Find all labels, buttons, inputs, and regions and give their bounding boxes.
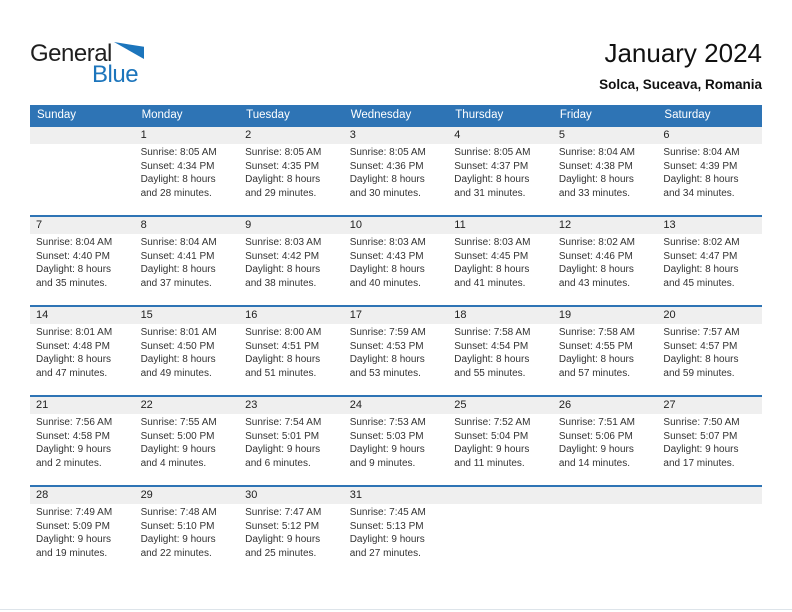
sunset-text: Sunset: 4:46 PM bbox=[558, 250, 633, 262]
day-number: 1 bbox=[140, 129, 147, 141]
day-details bbox=[553, 414, 658, 470]
day-cell-28 bbox=[30, 487, 135, 575]
day-number: 20 bbox=[663, 309, 676, 321]
daylight-minutes-text: and 41 minutes. bbox=[454, 277, 526, 289]
day-number-strip bbox=[239, 127, 344, 144]
empty-day-cell bbox=[553, 487, 658, 575]
daylight-hours-text: Daylight: 9 hours bbox=[349, 444, 425, 455]
sunset-text: Sunset: 4:36 PM bbox=[349, 160, 424, 172]
weekday-header-tuesday: Tuesday bbox=[246, 109, 290, 121]
sunset-text: Sunset: 5:01 PM bbox=[245, 430, 320, 442]
daylight-minutes-text: and 45 minutes. bbox=[663, 277, 735, 289]
day-number-strip bbox=[553, 307, 658, 324]
daylight-hours-text: Daylight: 9 hours bbox=[140, 534, 216, 545]
day-number-strip bbox=[239, 487, 344, 504]
day-details bbox=[30, 324, 135, 380]
sunset-text: Sunset: 4:48 PM bbox=[36, 340, 110, 352]
sunset-text: Sunset: 4:40 PM bbox=[36, 250, 110, 262]
day-details bbox=[657, 234, 762, 290]
daylight-minutes-text: and 6 minutes. bbox=[245, 457, 311, 469]
day-number: 22 bbox=[140, 399, 153, 411]
day-number: 5 bbox=[558, 129, 565, 141]
sunrise-text: Sunrise: 8:03 AM bbox=[349, 237, 426, 248]
day-number: 18 bbox=[454, 309, 467, 321]
day-number: 4 bbox=[454, 129, 461, 141]
day-number-strip bbox=[239, 397, 344, 414]
page-bottom-border bbox=[0, 609, 792, 610]
empty-day-cell bbox=[657, 487, 762, 575]
day-number: 23 bbox=[245, 399, 258, 411]
sunrise-text: Sunrise: 7:59 AM bbox=[349, 327, 426, 338]
daylight-minutes-text: and 34 minutes. bbox=[663, 187, 735, 199]
sunrise-text: Sunrise: 7:57 AM bbox=[663, 327, 740, 338]
day-details bbox=[135, 504, 240, 560]
day-details bbox=[30, 414, 135, 470]
day-cell-21 bbox=[30, 397, 135, 485]
daylight-hours-text: Daylight: 8 hours bbox=[663, 354, 739, 365]
day-number-strip bbox=[135, 487, 240, 504]
sunrise-text: Sunrise: 8:02 AM bbox=[558, 237, 635, 248]
day-details bbox=[344, 414, 449, 470]
day-cell-27 bbox=[657, 397, 762, 485]
daylight-hours-text: Daylight: 9 hours bbox=[663, 444, 739, 455]
day-number: 21 bbox=[36, 399, 49, 411]
day-number: 28 bbox=[36, 489, 49, 501]
day-number-strip bbox=[657, 307, 762, 324]
day-number-strip bbox=[135, 397, 240, 414]
day-cell-17 bbox=[344, 307, 449, 395]
day-cell-11 bbox=[448, 217, 553, 305]
day-number: 26 bbox=[558, 399, 572, 411]
daylight-hours-text: Daylight: 8 hours bbox=[663, 264, 739, 275]
general-blue-logo bbox=[30, 36, 170, 91]
sunset-text: Sunset: 4:54 PM bbox=[454, 340, 529, 352]
day-number-strip bbox=[239, 307, 344, 324]
day-details bbox=[553, 234, 658, 290]
day-number: 10 bbox=[349, 219, 362, 231]
day-number-strip bbox=[553, 217, 658, 234]
daylight-hours-text: Daylight: 9 hours bbox=[140, 444, 216, 455]
empty-day-cell bbox=[448, 487, 553, 575]
day-details bbox=[135, 234, 240, 290]
day-cell-30 bbox=[239, 487, 344, 575]
day-number-strip bbox=[344, 487, 449, 504]
day-number: 9 bbox=[245, 219, 252, 231]
daylight-minutes-text: and 2 minutes. bbox=[36, 457, 102, 469]
weekday-header-wednesday: Wednesday bbox=[350, 109, 412, 121]
day-number-strip bbox=[657, 487, 762, 504]
week-row-4 bbox=[30, 395, 762, 485]
daylight-hours-text: Daylight: 9 hours bbox=[349, 534, 425, 545]
logo-text-general: General bbox=[30, 40, 112, 67]
day-number: 29 bbox=[140, 489, 153, 501]
daylight-minutes-text: and 25 minutes. bbox=[245, 547, 317, 559]
day-cell-31 bbox=[344, 487, 449, 575]
day-number: 16 bbox=[245, 309, 258, 321]
day-details bbox=[657, 324, 762, 380]
sunrise-text: Sunrise: 7:53 AM bbox=[349, 417, 426, 428]
day-details bbox=[448, 324, 553, 380]
daylight-hours-text: Daylight: 8 hours bbox=[140, 174, 216, 185]
daylight-minutes-text: and 9 minutes. bbox=[349, 457, 416, 469]
daylight-hours-text: Daylight: 8 hours bbox=[245, 354, 321, 365]
day-number-strip bbox=[344, 217, 449, 234]
sunset-text: Sunset: 4:42 PM bbox=[245, 250, 320, 262]
day-cell-29 bbox=[135, 487, 240, 575]
day-number: 8 bbox=[140, 219, 147, 231]
sunrise-text: Sunrise: 8:00 AM bbox=[245, 327, 322, 338]
sunset-text: Sunset: 4:50 PM bbox=[140, 340, 215, 352]
daylight-minutes-text: and 38 minutes. bbox=[245, 277, 317, 289]
daylight-hours-text: Daylight: 8 hours bbox=[140, 354, 216, 365]
sunset-text: Sunset: 5:07 PM bbox=[663, 430, 738, 442]
calendar-grid bbox=[30, 125, 762, 575]
day-details bbox=[239, 504, 344, 560]
week-row-5 bbox=[30, 485, 762, 575]
sunrise-text: Sunrise: 7:52 AM bbox=[454, 417, 531, 428]
daylight-hours-text: Daylight: 8 hours bbox=[558, 174, 634, 185]
daylight-minutes-text: and 11 minutes. bbox=[454, 457, 525, 469]
daylight-hours-text: Daylight: 9 hours bbox=[36, 444, 112, 455]
sunset-text: Sunset: 4:35 PM bbox=[245, 160, 320, 172]
day-details bbox=[239, 144, 344, 200]
day-details bbox=[239, 234, 344, 290]
daylight-minutes-text: and 33 minutes. bbox=[558, 187, 631, 199]
sunset-text: Sunset: 4:55 PM bbox=[558, 340, 633, 352]
daylight-minutes-text: and 17 minutes. bbox=[663, 457, 735, 469]
day-number-strip bbox=[30, 307, 135, 324]
sunset-text: Sunset: 5:12 PM bbox=[245, 520, 320, 532]
weekday-header-friday: Friday bbox=[559, 109, 592, 121]
sunrise-text: Sunrise: 7:48 AM bbox=[140, 507, 217, 518]
day-cell-3 bbox=[344, 127, 449, 215]
daylight-minutes-text: and 29 minutes. bbox=[245, 187, 317, 199]
sunset-text: Sunset: 5:10 PM bbox=[140, 520, 215, 532]
day-details bbox=[657, 414, 762, 470]
day-cell-15 bbox=[135, 307, 240, 395]
day-number-strip bbox=[553, 397, 658, 414]
day-number-strip bbox=[344, 127, 449, 144]
week-row-1 bbox=[30, 125, 762, 215]
day-number: 25 bbox=[454, 399, 467, 411]
daylight-minutes-text: and 30 minutes. bbox=[349, 187, 421, 199]
day-number-strip bbox=[553, 487, 658, 504]
daylight-hours-text: Daylight: 8 hours bbox=[349, 354, 425, 365]
sunrise-text: Sunrise: 8:05 AM bbox=[349, 147, 426, 158]
sunrise-text: Sunrise: 7:47 AM bbox=[245, 507, 322, 518]
daylight-minutes-text: and 57 minutes. bbox=[558, 367, 631, 379]
week-row-3 bbox=[30, 305, 762, 395]
day-number-strip bbox=[344, 397, 449, 414]
day-number: 17 bbox=[349, 309, 362, 321]
day-details bbox=[344, 234, 449, 290]
sunrise-text: Sunrise: 7:51 AM bbox=[558, 417, 635, 428]
weekday-header-row bbox=[30, 105, 762, 125]
sunrise-text: Sunrise: 8:03 AM bbox=[245, 237, 322, 248]
sunrise-text: Sunrise: 7:58 AM bbox=[454, 327, 531, 338]
day-number-strip bbox=[448, 217, 553, 234]
day-details bbox=[657, 144, 762, 200]
day-cell-23 bbox=[239, 397, 344, 485]
sunset-text: Sunset: 4:53 PM bbox=[349, 340, 424, 352]
day-cell-26 bbox=[553, 397, 658, 485]
day-number: 2 bbox=[245, 129, 252, 141]
day-number: 3 bbox=[349, 129, 356, 141]
logo-triangle-icon bbox=[114, 42, 144, 59]
sunrise-text: Sunrise: 8:04 AM bbox=[140, 237, 217, 248]
day-number: 31 bbox=[349, 489, 362, 501]
weekday-header-thursday: Thursday bbox=[455, 109, 504, 121]
day-cell-24 bbox=[344, 397, 449, 485]
sunset-text: Sunset: 4:37 PM bbox=[454, 160, 529, 172]
daylight-hours-text: Daylight: 8 hours bbox=[349, 264, 425, 275]
day-cell-18 bbox=[448, 307, 553, 395]
day-number-strip bbox=[657, 397, 762, 414]
day-details bbox=[553, 324, 658, 380]
day-number: 6 bbox=[663, 129, 670, 141]
daylight-minutes-text: and 53 minutes. bbox=[349, 367, 421, 379]
day-cell-20 bbox=[657, 307, 762, 395]
day-cell-19 bbox=[553, 307, 658, 395]
daylight-minutes-text: and 49 minutes. bbox=[140, 367, 212, 379]
daylight-hours-text: Daylight: 9 hours bbox=[245, 534, 321, 545]
empty-day-cell bbox=[30, 127, 135, 215]
sunset-text: Sunset: 4:47 PM bbox=[663, 250, 738, 262]
daylight-hours-text: Daylight: 9 hours bbox=[36, 534, 112, 545]
weekday-header-sunday: Sunday bbox=[37, 109, 77, 121]
day-cell-14 bbox=[30, 307, 135, 395]
daylight-hours-text: Daylight: 8 hours bbox=[140, 264, 216, 275]
calendar-title: January 2024 bbox=[604, 38, 762, 68]
day-number-strip bbox=[657, 217, 762, 234]
day-number: 24 bbox=[349, 399, 362, 411]
sunrise-text: Sunrise: 7:45 AM bbox=[349, 507, 426, 518]
day-number: 19 bbox=[558, 309, 572, 321]
sunset-text: Sunset: 5:09 PM bbox=[36, 520, 110, 532]
sunset-text: Sunset: 4:39 PM bbox=[663, 160, 738, 172]
day-number-strip bbox=[448, 487, 553, 504]
sunrise-text: Sunrise: 8:03 AM bbox=[454, 237, 531, 248]
sunset-text: Sunset: 5:04 PM bbox=[454, 430, 529, 442]
sunset-text: Sunset: 5:00 PM bbox=[140, 430, 215, 442]
daylight-hours-text: Daylight: 9 hours bbox=[245, 444, 321, 455]
sunrise-text: Sunrise: 7:56 AM bbox=[36, 417, 113, 428]
day-cell-7 bbox=[30, 217, 135, 305]
daylight-hours-text: Daylight: 8 hours bbox=[454, 174, 530, 185]
day-number-strip bbox=[448, 307, 553, 324]
sunset-text: Sunset: 4:58 PM bbox=[36, 430, 110, 442]
daylight-hours-text: Daylight: 8 hours bbox=[663, 174, 739, 185]
day-number: 30 bbox=[245, 489, 258, 501]
daylight-minutes-text: and 37 minutes. bbox=[140, 277, 212, 289]
day-details bbox=[30, 234, 135, 290]
sunset-text: Sunset: 4:45 PM bbox=[454, 250, 529, 262]
sunset-text: Sunset: 5:03 PM bbox=[349, 430, 424, 442]
sunset-text: Sunset: 4:38 PM bbox=[558, 160, 633, 172]
day-cell-25 bbox=[448, 397, 553, 485]
day-cell-22 bbox=[135, 397, 240, 485]
daylight-minutes-text: and 28 minutes. bbox=[140, 187, 212, 199]
weekday-header-monday: Monday bbox=[141, 109, 183, 121]
daylight-minutes-text: and 43 minutes. bbox=[558, 277, 631, 289]
weekday-header-saturday: Saturday bbox=[664, 109, 711, 121]
day-number-strip bbox=[30, 127, 135, 144]
sunrise-text: Sunrise: 8:04 AM bbox=[36, 237, 113, 248]
daylight-hours-text: Daylight: 8 hours bbox=[454, 264, 530, 275]
day-details bbox=[239, 414, 344, 470]
sunrise-text: Sunrise: 8:04 AM bbox=[663, 147, 740, 158]
sunset-text: Sunset: 4:43 PM bbox=[349, 250, 424, 262]
daylight-hours-text: Daylight: 8 hours bbox=[558, 264, 634, 275]
sunset-text: Sunset: 5:06 PM bbox=[558, 430, 633, 442]
logo-text-blue: Blue bbox=[92, 61, 139, 88]
day-cell-1 bbox=[135, 127, 240, 215]
sunrise-text: Sunrise: 8:01 AM bbox=[140, 327, 217, 338]
daylight-hours-text: Daylight: 8 hours bbox=[36, 354, 112, 365]
day-details bbox=[135, 324, 240, 380]
daylight-minutes-text: and 35 minutes. bbox=[36, 277, 108, 289]
daylight-minutes-text: and 47 minutes. bbox=[36, 367, 108, 379]
day-cell-2 bbox=[239, 127, 344, 215]
daylight-hours-text: Daylight: 8 hours bbox=[245, 264, 321, 275]
sunrise-text: Sunrise: 8:05 AM bbox=[140, 147, 217, 158]
sunrise-text: Sunrise: 7:55 AM bbox=[140, 417, 217, 428]
day-number-strip bbox=[135, 127, 240, 144]
day-number-strip bbox=[344, 307, 449, 324]
day-cell-5 bbox=[553, 127, 658, 215]
day-number-strip bbox=[30, 217, 135, 234]
day-cell-6 bbox=[657, 127, 762, 215]
day-number: 11 bbox=[454, 219, 466, 231]
day-details bbox=[30, 504, 135, 560]
day-cell-8 bbox=[135, 217, 240, 305]
sunset-text: Sunset: 5:13 PM bbox=[349, 520, 424, 532]
day-number-strip bbox=[239, 217, 344, 234]
day-number-strip bbox=[657, 127, 762, 144]
day-details bbox=[344, 324, 449, 380]
daylight-minutes-text: and 27 minutes. bbox=[349, 547, 421, 559]
day-number-strip bbox=[30, 487, 135, 504]
sunset-text: Sunset: 4:41 PM bbox=[140, 250, 215, 262]
daylight-minutes-text: and 51 minutes. bbox=[245, 367, 317, 379]
day-number-strip bbox=[135, 217, 240, 234]
daylight-hours-text: Daylight: 8 hours bbox=[36, 264, 112, 275]
sunrise-text: Sunrise: 8:05 AM bbox=[245, 147, 322, 158]
sunrise-text: Sunrise: 8:04 AM bbox=[558, 147, 635, 158]
day-number: 27 bbox=[663, 399, 676, 411]
daylight-hours-text: Daylight: 9 hours bbox=[558, 444, 634, 455]
sunset-text: Sunset: 4:51 PM bbox=[245, 340, 320, 352]
day-details bbox=[553, 144, 658, 200]
day-number-strip bbox=[553, 127, 658, 144]
day-cell-16 bbox=[239, 307, 344, 395]
day-number: 14 bbox=[36, 309, 49, 321]
sunrise-text: Sunrise: 7:49 AM bbox=[36, 507, 113, 518]
sunset-text: Sunset: 4:57 PM bbox=[663, 340, 738, 352]
day-cell-4 bbox=[448, 127, 553, 215]
sunrise-text: Sunrise: 8:05 AM bbox=[454, 147, 531, 158]
day-cell-9 bbox=[239, 217, 344, 305]
day-number-strip bbox=[448, 397, 553, 414]
day-details bbox=[448, 234, 553, 290]
day-cell-12 bbox=[553, 217, 658, 305]
day-number: 12 bbox=[558, 219, 572, 231]
daylight-minutes-text: and 4 minutes. bbox=[140, 457, 207, 469]
sunrise-text: Sunrise: 7:58 AM bbox=[558, 327, 635, 338]
daylight-hours-text: Daylight: 8 hours bbox=[454, 354, 530, 365]
daylight-minutes-text: and 59 minutes. bbox=[663, 367, 735, 379]
sunset-text: Sunset: 4:34 PM bbox=[140, 160, 215, 172]
day-number: 13 bbox=[663, 219, 676, 231]
day-number: 7 bbox=[36, 219, 43, 231]
day-number-strip bbox=[135, 307, 240, 324]
daylight-minutes-text: and 22 minutes. bbox=[140, 547, 212, 559]
day-number: 15 bbox=[140, 309, 153, 321]
day-details bbox=[344, 144, 449, 200]
sunrise-text: Sunrise: 8:02 AM bbox=[663, 237, 740, 248]
day-details bbox=[239, 324, 344, 380]
daylight-minutes-text: and 40 minutes. bbox=[349, 277, 421, 289]
day-details bbox=[344, 504, 449, 560]
day-details bbox=[448, 414, 553, 470]
daylight-hours-text: Daylight: 8 hours bbox=[349, 174, 425, 185]
day-details bbox=[135, 414, 240, 470]
sunrise-text: Sunrise: 7:50 AM bbox=[663, 417, 740, 428]
week-row-2 bbox=[30, 215, 762, 305]
daylight-hours-text: Daylight: 8 hours bbox=[558, 354, 634, 365]
daylight-minutes-text: and 19 minutes. bbox=[36, 547, 108, 559]
daylight-minutes-text: and 55 minutes. bbox=[454, 367, 526, 379]
day-number-strip bbox=[30, 397, 135, 414]
daylight-minutes-text: and 31 minutes. bbox=[454, 187, 526, 199]
daylight-minutes-text: and 14 minutes. bbox=[558, 457, 631, 469]
day-number-strip bbox=[448, 127, 553, 144]
sunrise-text: Sunrise: 7:54 AM bbox=[245, 417, 322, 428]
day-details bbox=[135, 144, 240, 200]
sunrise-text: Sunrise: 8:01 AM bbox=[36, 327, 113, 338]
daylight-hours-text: Daylight: 9 hours bbox=[454, 444, 530, 455]
calendar-table bbox=[30, 105, 762, 575]
day-cell-13 bbox=[657, 217, 762, 305]
day-cell-10 bbox=[344, 217, 449, 305]
day-details bbox=[448, 144, 553, 200]
calendar-location: Solca, Suceava, Romania bbox=[599, 77, 762, 92]
daylight-hours-text: Daylight: 8 hours bbox=[245, 174, 321, 185]
